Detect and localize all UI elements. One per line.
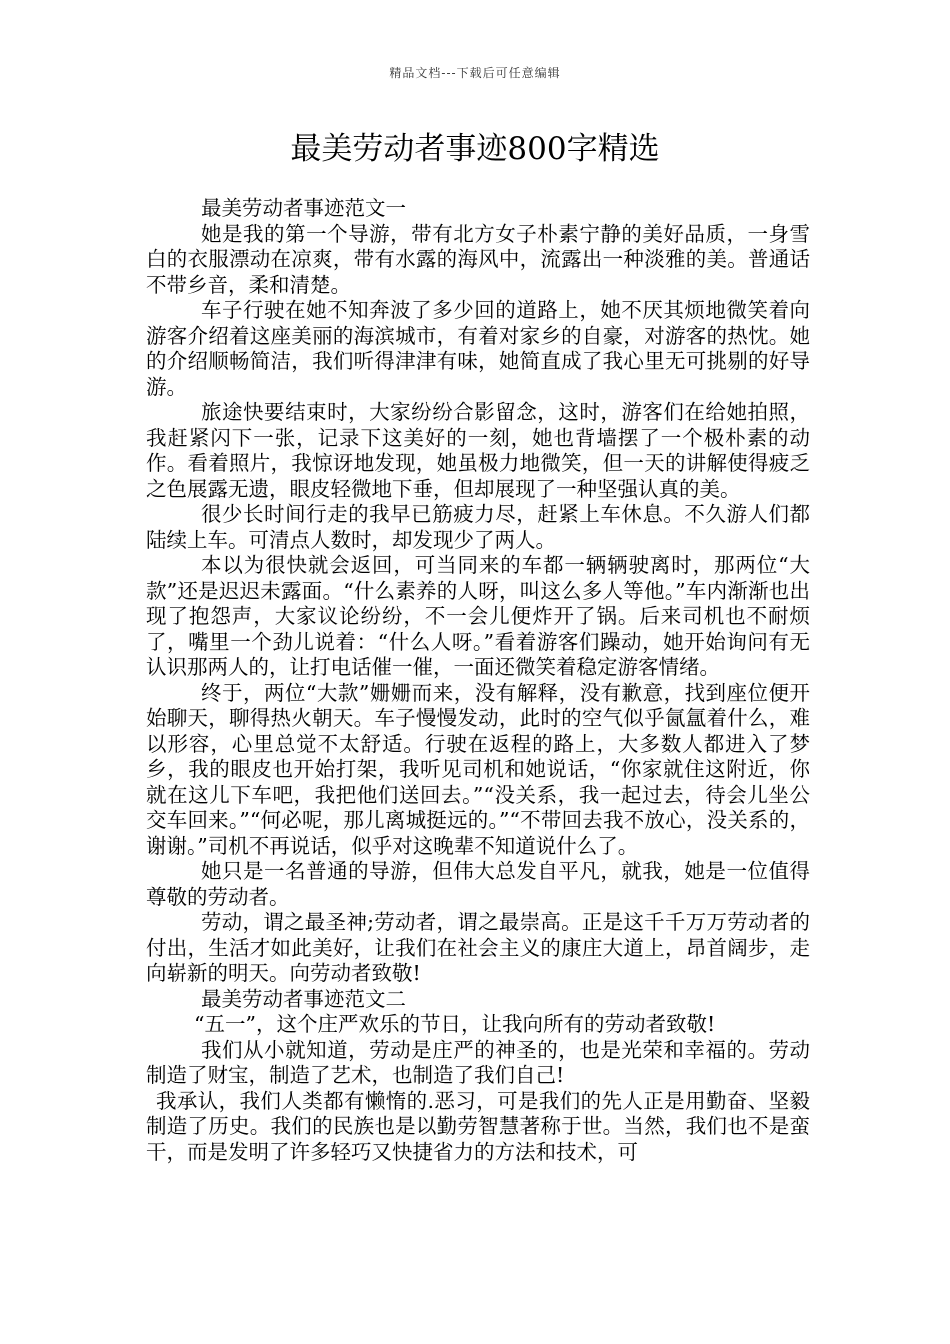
paragraph: 本以为很快就会返回，可当同来的车都一辆辆驶离时，那两位“大款”还是迟迟未露面。“什么素养的人呀，叫这么多人等他。”车内渐渐也出现了抱怨声，大家议论纷纷，不一会儿便炸开了锅。后来司机也不耐烦了，嘴里一个劲儿说着：“什么人呀。”看着游客们躁动，她开始询问有无认识那两人的，让打电话催一催，一面还微笑着稳定游客情绪。 — [146, 553, 810, 679]
section-heading-1: 最美劳动者事迹范文一 — [201, 196, 406, 220]
paragraph: 她只是一名普通的导游，但伟大总发自平凡，就我，她是一位值得尊敬的劳动者。 — [146, 859, 810, 909]
paragraph: 劳动，谓之最圣神;劳动者，谓之最崇高。正是这千千万万劳动者的付出，生活才如此美好，让我们在社会主义的康庄大道上，昂首阔步，走向崭新的明天。向劳动者致敬! — [146, 910, 810, 985]
section-heading-2: 最美劳动者事迹范文二 — [201, 986, 406, 1011]
paragraph: 很少长时间行走的我早已筋疲力尽，赶紧上车休息。不久游人们都陆续上车。可清点人数时，却发现少了两人。 — [146, 502, 810, 552]
paragraph: 终于，两位“大款”姗姗而来，没有解释，没有歉意，找到座位便开始聊天，聊得热火朝天。车子慢慢发动，此时的空气似乎氤氲着什么，难以形容，心里总觉不太舒适。行驶在返程的路上，大多数人都进入了梦乡，我的眼皮也开始打架，我听见司机和她说话，“你家就住这附近，你就在这儿下车吧，我把他们送回去。”“没关系，我一起过去，待会儿坐公交车回来。”“何必呢，那儿离城挺远的。”“不带回去我不放心，没关系的，谢谢。”司机不再说话，似乎对这晚辈不知道说什么了。 — [146, 680, 810, 858]
paragraph: 她是我的第一个导游，带有北方女子朴素宁静的美好品质，一身雪白的衣服漂动在凉爽，带有水露的海风中，流露出一种淡雅的美。普通话不带乡音，柔和清楚。 — [146, 221, 810, 297]
document-body — [146, 196, 810, 1165]
paragraph: 旅途快要结束时，大家纷纷合影留念，这时，游客们在给她拍照，我赶紧闪下一张，记录下这美好的一刻，她也背墙摆了一个极朴素的动作。看着照片，我惊讶地发现，她虽极力地微笑，但一天的讲解使得疲乏之色展露无遗，眼皮轻微地下垂，但却展现了一种坚强认真的美。 — [146, 400, 810, 501]
paragraph: 车子行驶在她不知奔波了多少回的道路上，她不厌其烦地微笑着向游客介绍着这座美丽的海滨城市，有着对家乡的自豪，对游客的热忱。她的介绍顺畅简洁，我们听得津津有味，她简直成了我心里无可挑剔的好导游。 — [146, 298, 810, 399]
document-title: 最美劳动者事迹800字精选 — [290, 131, 660, 167]
paragraph: “五一”，这个庄严欢乐的节日，让我向所有的劳动者致敬! — [194, 1012, 716, 1036]
paragraph: 我承认，我们人类都有懒惰的.恶习，可是我们的先人正是用勤奋、坚毅制造了历史。我们的民族也是以勤劳智慧著称于世。当然，我们也不是蛮干，而是发明了许多轻巧又快捷省力的方法和技术，可 — [146, 1088, 810, 1164]
paragraph: 我们从小就知道，劳动是庄严的神圣的，也是光荣和幸福的。劳动制造了财宝，制造了艺术，也制造了我们自己! — [146, 1037, 810, 1087]
page-header: 精品文档---下载后可任意编辑 — [389, 66, 561, 80]
